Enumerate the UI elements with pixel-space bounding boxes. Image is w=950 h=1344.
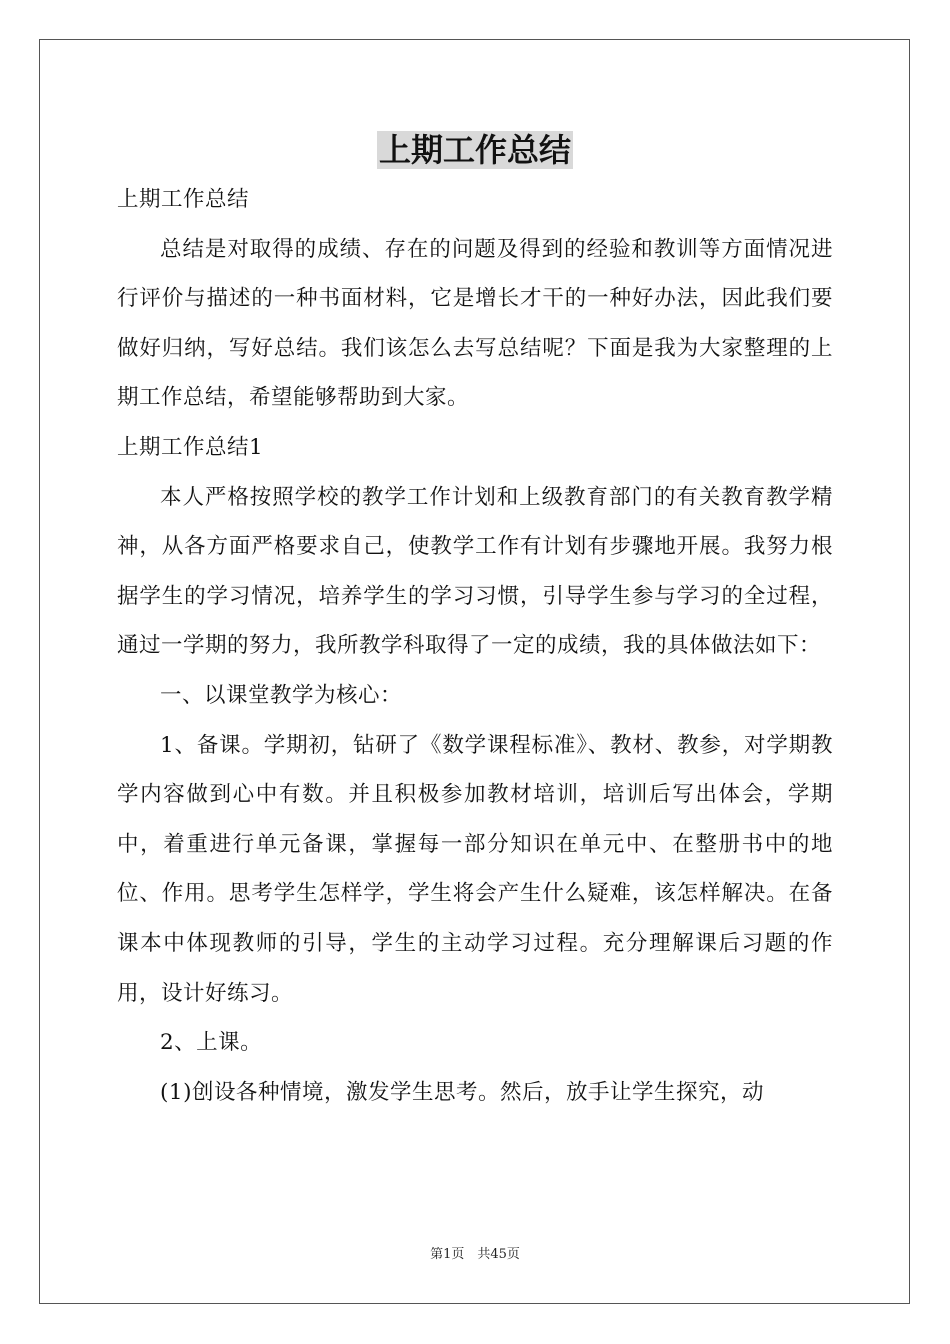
- body-paragraph: 总结是对取得的成绩、存在的问题及得到的经验和教训等方面情况进行评价与描述的一种书面材料，它是增长才干的一种好办法，因此我们要做好归纳，写好总结。我们该怎么去写总结呢？下面是我为大家整理的上期工作总结，希望能够帮助到大家。: [117, 236, 833, 411]
- body-paragraph: 1、备课。学期初，钻研了《数学课程标准》、教材、教参，对学期教学内容做到心中有数。并且积极参加教材培训，培训后写出体会，学期中，着重进行单元备课，掌握每一部分知识在单元中、在整册书中的地位、作用。思考学生怎样学，学生将会产生什么疑难，该怎样解决。在备课本中体现教师的引导，学生的主动学习过程。充分理解课后习题的作用，设计好练习。: [117, 732, 833, 1006]
- body-paragraph: 本人严格按照学校的教学工作计划和上级教育部门的有关教育教学精神，从各方面严格要求自己，使教学工作有计划有步骤地开展。我努力根据学生的学习情况，培养学生的学习习惯，引导学生参与学习的全过程，通过一学期的努力，我所教学科取得了一定的成绩，我的具体做法如下：: [117, 484, 833, 659]
- body-paragraph: (1)创设各种情境，激发学生思考。然后，放手让学生探究，动: [160, 1079, 764, 1105]
- section-heading: 上期工作总结1: [117, 434, 264, 460]
- document-title: [0, 128, 950, 172]
- document-body: [117, 175, 833, 1117]
- document-title-text: 上期工作总结: [378, 131, 571, 169]
- body-paragraph: 2、上课。: [160, 1030, 263, 1056]
- body-paragraph: 上期工作总结: [117, 187, 250, 212]
- body-paragraph: 一、以课堂教学为核心：: [160, 682, 403, 708]
- page-number-label: 第1页 共45页: [430, 1247, 520, 1262]
- page-footer: [0, 1246, 950, 1264]
